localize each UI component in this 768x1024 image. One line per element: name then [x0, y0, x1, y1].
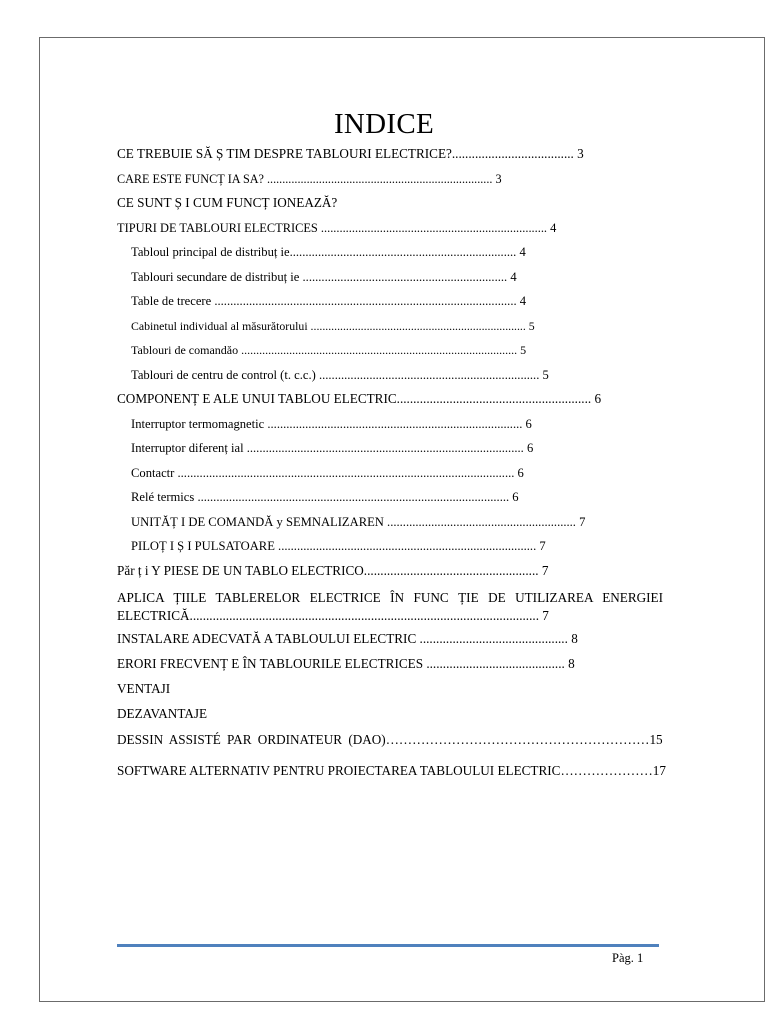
toc-entry: Table de trecere ................................................................................................ 4: [131, 294, 527, 308]
toc-entry: ERORI FRECVENȚ E ÎN TABLOURILE ELECTRICES .......................................... 8: [117, 656, 575, 671]
toc-entry: UNITĂȚ I DE COMANDĂ y SEMNALIZAREN ............................................................ 7: [131, 515, 586, 529]
toc-entry: Relé termics ................................................................................................... 6: [131, 490, 519, 504]
toc-entry: PILOȚ I Ș I PULSATOARE .................................................................................. 7: [131, 539, 546, 553]
toc-entry: Interruptor termomagnetic ................................................................................. 6: [131, 417, 532, 431]
toc-entry: COMPONENȚ E ALE UNUI TABLOU ELECTRIC........................................................... 6: [117, 391, 602, 406]
page-title: INDICE: [333, 108, 435, 140]
toc-entry: CE SUNT Ș I CUM FUNCȚ IONEAZĂ?: [117, 195, 338, 210]
toc-entry: Cabinetul individual al măsurătorului ......................................................................... 5: [131, 319, 535, 333]
toc-entry: Tabloul principal de distribuț ie........................................................................ 4: [131, 245, 526, 259]
toc-entry: CARE ESTE FUNCȚ IA SA? .......................................................................... 3: [117, 172, 502, 186]
toc-entry: Contactr ........................................................................................................... 6: [131, 466, 524, 480]
toc-entry: INSTALARE ADECVATĂ A TABLOULUI ELECTRIC ............................................. 8: [117, 631, 578, 646]
toc-entry: Tablouri de centru de control (t. c.c.) ...................................................................... 5: [131, 368, 549, 382]
toc-entry: Păr ț i Y PIESE DE UN TABLO ELECTRICO..................................................... 7: [117, 563, 549, 578]
toc-entry: SOFTWARE ALTERNATIV PENTRU PROIECTAREA TABLOULUI ELECTRIC…………………17: [117, 763, 666, 778]
toc-entry: TIPURI DE TABLOURI ELECTRICES ......................................................................... 4: [117, 221, 557, 235]
page-number: Pàg. 1: [612, 951, 644, 965]
toc-entry: DEZAVANTAJE: [117, 706, 208, 721]
toc-entry: VENTAJI: [117, 681, 171, 696]
toc-entry: DESSIN ASSISTÉ PAR ORDINATEUR (DAO)……………………………………………………15: [117, 732, 663, 747]
toc-entry: Tablouri de comandăo ............................................................................................ 5: [131, 343, 527, 357]
toc-entry: APLICA ȚIILE TABLERELOR ELECTRICE ÎN FUNC ȚIE DE UTILIZAREA ENERGIEI ELECTRICĂ.......................................................................................................... 7: [117, 590, 663, 623]
footer-rule: [117, 944, 659, 947]
toc-entry: Tablouri secundare de distribuț ie ................................................................. 4: [131, 270, 517, 284]
toc-entry: Interruptor diferenț ial ........................................................................................ 6: [131, 441, 534, 455]
toc-entry: CE TREBUIE SĂ Ș TIM DESPRE TABLOURI ELECTRICE?..................................... 3: [117, 146, 584, 161]
